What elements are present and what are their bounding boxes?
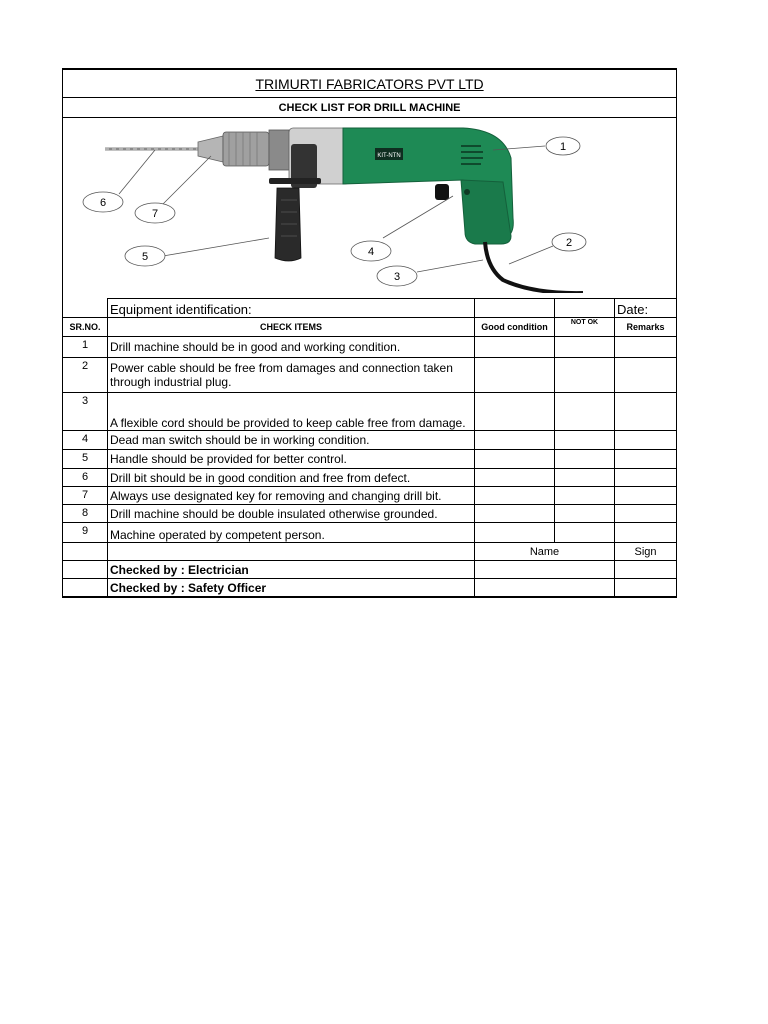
remarks-cell[interactable]: [615, 469, 677, 487]
col-not-ok: NOT OK: [555, 318, 615, 337]
checked-by-electrician: Checked by : Electrician: [108, 561, 475, 579]
drill-diagram-cell: [63, 118, 677, 299]
table-row: 9 Machine operated by competent person.: [63, 523, 677, 543]
trigger-switch: [435, 184, 449, 200]
remarks-cell[interactable]: [615, 337, 677, 358]
remarks-cell[interactable]: [615, 431, 677, 450]
callout-4: [351, 241, 391, 261]
table-row: 3 A flexible cord should be provided to keep cable free from damage.: [63, 393, 677, 431]
safety-officer-name-field[interactable]: [475, 579, 615, 598]
col-remarks: Remarks: [615, 318, 677, 337]
svg-text:3: 3: [393, 271, 401, 283]
checklist-title: CHECK LIST FOR DRILL MACHINE: [63, 98, 677, 118]
drill-chuck: [198, 130, 289, 170]
good-cell[interactable]: [475, 358, 555, 393]
svg-text:5: 5: [141, 251, 149, 263]
callout-3: [377, 266, 417, 286]
date-label: Date:: [615, 299, 677, 318]
company-name: TRIMURTI FABRICATORS PVT LTD: [63, 69, 677, 98]
notok-cell[interactable]: [555, 358, 615, 393]
remarks-cell[interactable]: [615, 523, 677, 543]
callout-6: [83, 192, 123, 212]
good-cell[interactable]: [475, 487, 555, 505]
safety-officer-sign-field[interactable]: [615, 579, 677, 598]
lock-button-icon: [464, 189, 470, 195]
callout-2: [552, 233, 586, 251]
table-row: 1 Drill machine should be in good and working condition.: [63, 337, 677, 358]
name-column-label: Name: [475, 543, 615, 561]
drill-body: [343, 128, 513, 244]
svg-text:1: 1: [559, 141, 567, 153]
remarks-cell[interactable]: [615, 487, 677, 505]
notok-cell[interactable]: [555, 505, 615, 523]
svg-text:6: 6: [99, 197, 107, 209]
svg-text:7: 7: [151, 208, 159, 220]
notok-cell[interactable]: [555, 523, 615, 543]
good-cell[interactable]: [475, 469, 555, 487]
remarks-cell[interactable]: [615, 393, 677, 431]
sign-column-label: Sign: [615, 543, 677, 561]
notok-cell[interactable]: [555, 469, 615, 487]
table-row: 4 Dead man switch should be in working condition.: [63, 431, 677, 450]
table-row: 7 Always use designated key for removing and changing drill bit.: [63, 487, 677, 505]
good-cell[interactable]: [475, 393, 555, 431]
ident-blank-notok: [555, 299, 615, 318]
electrician-name-field[interactable]: [475, 561, 615, 579]
callout-7: [135, 203, 175, 223]
svg-text:4: 4: [367, 246, 375, 258]
col-srno: SR.NO.: [63, 318, 108, 337]
checked-by-safety-officer: Checked by : Safety Officer: [108, 579, 475, 598]
svg-text:2: 2: [565, 237, 573, 249]
notok-cell[interactable]: [555, 431, 615, 450]
callout-1: [546, 137, 580, 155]
drill-diagram: [63, 118, 675, 293]
good-cell[interactable]: [475, 431, 555, 450]
good-cell[interactable]: [475, 523, 555, 543]
good-cell[interactable]: [475, 505, 555, 523]
table-row: 6 Drill bit should be in good condition and free from defect.: [63, 469, 677, 487]
col-good-condition: Good condition: [475, 318, 555, 337]
callout-5: [125, 246, 165, 266]
ident-blank: [63, 299, 108, 318]
side-handle: [275, 188, 301, 261]
table-row: 8 Drill machine should be double insulated otherwise grounded.: [63, 505, 677, 523]
ident-blank-good: [475, 299, 555, 318]
electrician-sign-field[interactable]: [615, 561, 677, 579]
notok-cell[interactable]: [555, 450, 615, 469]
remarks-cell[interactable]: [615, 505, 677, 523]
table-row: 5 Handle should be provided for better control.: [63, 450, 677, 469]
notok-cell[interactable]: [555, 487, 615, 505]
good-cell[interactable]: [475, 337, 555, 358]
col-check-items: CHECK ITEMS: [108, 318, 475, 337]
brand-badge: KIT-NTN: [377, 153, 401, 159]
good-cell[interactable]: [475, 450, 555, 469]
notok-cell[interactable]: [555, 393, 615, 431]
equipment-identification-label: Equipment identification:: [108, 299, 475, 318]
remarks-cell[interactable]: [615, 358, 677, 393]
table-row: 2 Power cable should be free from damages and connection taken through industrial plug.: [63, 358, 677, 393]
notok-cell[interactable]: [555, 337, 615, 358]
remarks-cell[interactable]: [615, 450, 677, 469]
checklist-sheet: [62, 68, 677, 598]
